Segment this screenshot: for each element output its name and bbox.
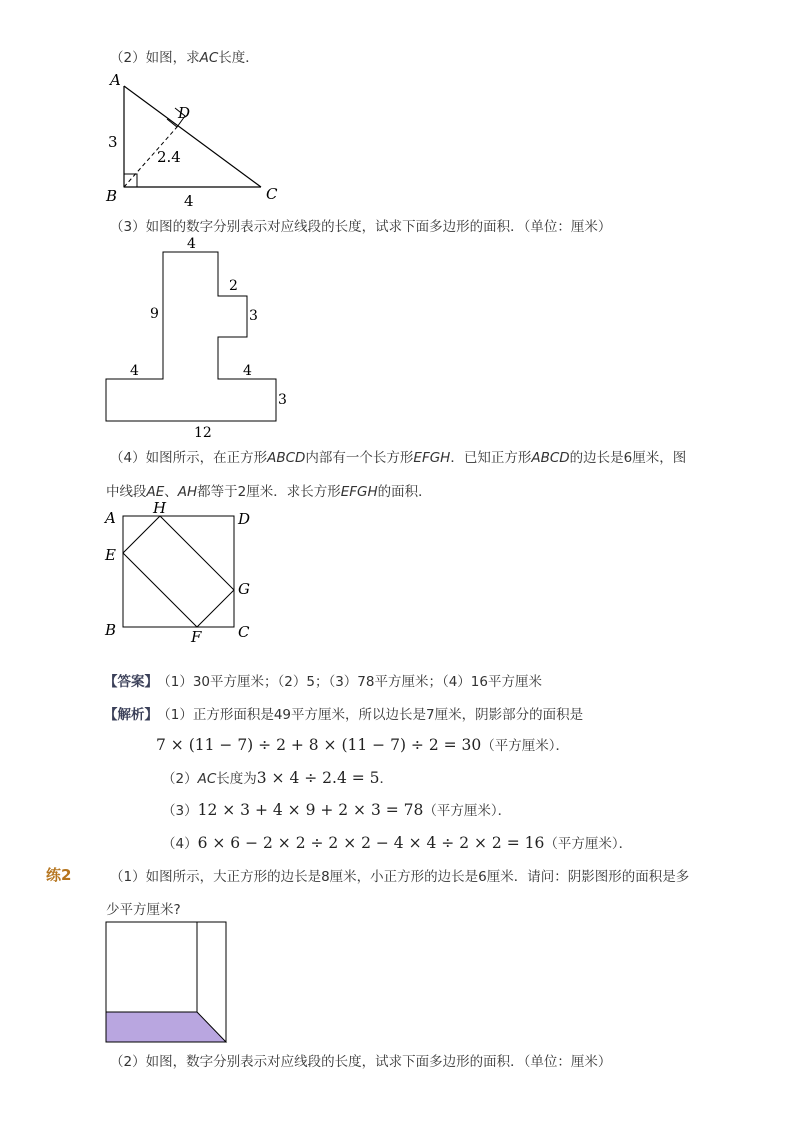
poly-label-notch-top: 2	[229, 278, 238, 294]
analysis-tag: 【解析】	[104, 707, 158, 723]
poly-label-base-left: 4	[130, 363, 139, 379]
analysis-eq1: 7 × (11 − 7) ÷ 2 + 8 × (11 − 7) ÷ 2 = 30	[156, 736, 482, 754]
poly-label-top: 4	[187, 236, 196, 252]
lian2-tag: 练2	[46, 866, 72, 884]
poly-label-base-side: 3	[278, 392, 287, 408]
q4-text-b: 内部有一个长方形	[305, 450, 414, 466]
analysis-p2-var: AC	[197, 771, 217, 787]
q4-text-f: 都等于2厘米．求长方形	[197, 484, 341, 500]
analysis-p3-prefix: （3）	[162, 803, 198, 819]
tri-label-c: C	[266, 185, 278, 203]
tri-label-bc: 4	[184, 192, 194, 210]
q4-text-a: （4）如图所示，在正方形	[110, 450, 268, 466]
q4-var-efgh-2: EFGH	[340, 484, 378, 500]
poly-label-notch-side: 3	[249, 308, 258, 324]
q4-text-e: 中线段	[106, 484, 147, 500]
q4-text-g: 的面积．	[377, 484, 432, 500]
sq-label-d: D	[238, 510, 251, 528]
analysis-unit4: （平方厘米）．	[544, 836, 633, 852]
q3-prompt: （3）如图的数字分别表示对应线段的长度，试求下面多边形的面积．（单位：厘米）	[110, 219, 612, 235]
lian2-line2: 少平方厘米?	[106, 902, 181, 918]
q4-var-abcd: ABCD	[267, 450, 306, 466]
q4-var-ah: AH	[177, 484, 198, 500]
sq-label-g: G	[238, 580, 250, 598]
tri-label-bd: 2.4	[157, 148, 181, 166]
tri-label-ab: 3	[108, 133, 118, 151]
lian2-q2: （2）如图，数字分别表示对应线段的长度，试求下面多边形的面积．（单位：厘米）	[110, 1054, 612, 1070]
analysis-p2-prefix: （2）	[162, 771, 198, 787]
q2-prefix: （2）如图，求	[110, 50, 200, 66]
analysis-unit3: （平方厘米）．	[423, 803, 512, 819]
sq-label-h: H	[153, 499, 167, 517]
analysis-p2-end: ．	[379, 771, 394, 787]
q4-sep: 、	[164, 484, 178, 500]
sq-label-b: B	[105, 621, 117, 639]
analysis-unit1: （平方厘米）．	[481, 738, 570, 754]
tri-label-d: D	[178, 104, 191, 122]
analysis-eq2: 3 × 4 ÷ 2.4 = 5	[256, 769, 380, 787]
sq-label-c: C	[238, 623, 250, 641]
analysis-p4-prefix: （4）	[162, 836, 198, 852]
q4-var-abcd-2: ABCD	[531, 450, 570, 466]
q4-text-c: ．已知正方形	[450, 450, 532, 466]
shaded-region	[106, 1012, 226, 1042]
sq-label-a: A	[105, 509, 116, 527]
analysis-p1: （1）正方形面积是49平方厘米，所以边长是7厘米，阴影部分的面积是	[164, 707, 584, 723]
q4-var-efgh: EFGH	[413, 450, 451, 466]
sq-label-f: F	[191, 628, 202, 646]
q4-var-ae: AE	[146, 484, 165, 500]
lian2-line1: （1）如图所示，大正方形的边长是8厘米，小正方形的边长是6厘米．请问：阴影图形的面积是多	[110, 869, 690, 885]
analysis-eq3: 12 × 3 + 4 × 9 + 2 × 3 = 78	[197, 801, 424, 819]
poly-label-left: 9	[150, 306, 159, 322]
q2-var: AC	[199, 50, 219, 66]
poly-label-base: 12	[194, 425, 212, 441]
sq-label-e: E	[105, 546, 116, 564]
tri-label-b: B	[106, 187, 118, 205]
q4-text-d: 的边长是6厘米，图	[569, 450, 687, 466]
analysis-eq4: 6 × 6 − 2 × 2 ÷ 2 × 2 − 4 × 4 ÷ 2 × 2 = 16	[197, 834, 545, 852]
answer-text: （1）30平方厘米；（2）5；（3）78平方厘米；（4）16平方厘米	[164, 674, 542, 690]
answer-tag: 【答案】	[104, 674, 158, 690]
analysis-p2-text: 长度为	[216, 771, 257, 787]
tri-label-a: A	[110, 71, 121, 89]
poly-label-base-right: 4	[243, 363, 252, 379]
q2-suffix: 长度．	[218, 50, 259, 66]
